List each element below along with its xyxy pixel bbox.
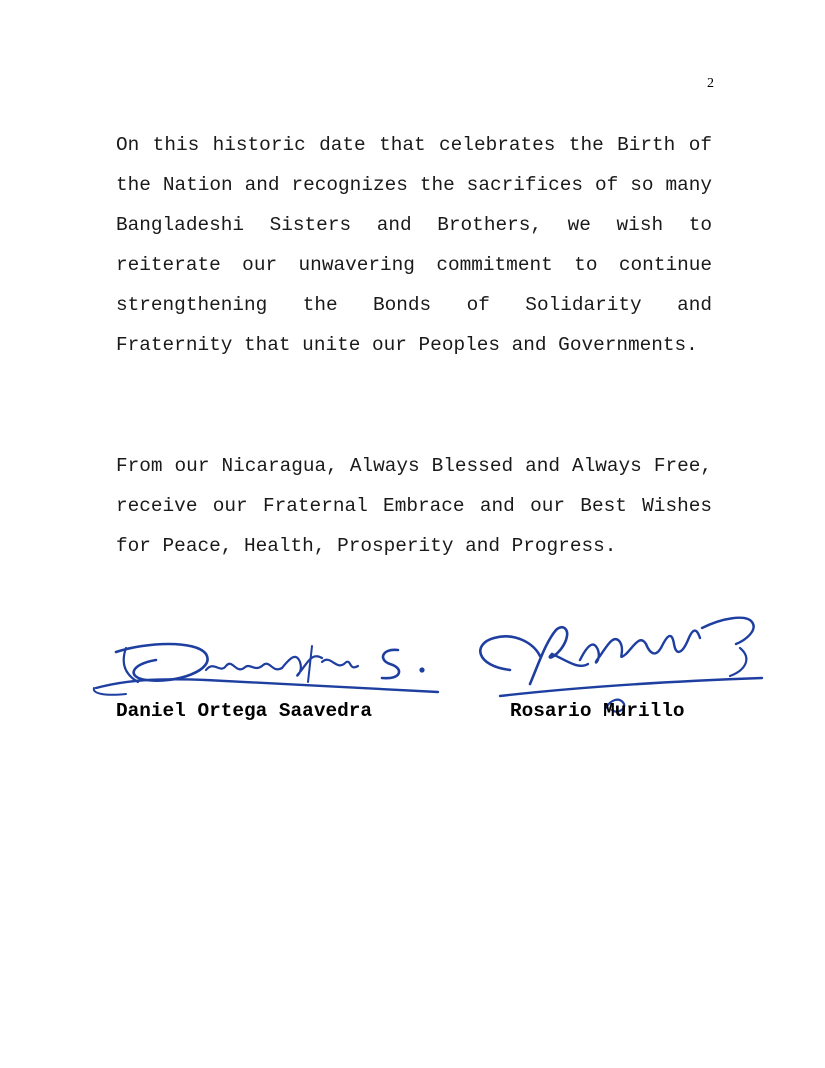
signature-daniel-ortega: [86, 622, 446, 702]
letter-paragraph-1: On this historic date that celebrates the Birth of the Nation and recognizes the sacrifices of so many Bangladeshi Sisters and Brothers, we wish to reiterate our unwavering commitment to continue strengthening the Bonds of Solidarity and Fraternity that unite our Peoples and Governments.: [116, 134, 712, 357]
letter-paragraph-2: From our Nicaragua, Always Blessed and Always Free, receive our Fraternal Embrace and our Best Wishes for Peace, Health, Prosperity and Progress.: [116, 455, 712, 558]
signatory-name-left: Daniel Ortega Saavedra: [116, 700, 372, 722]
page-number: 2: [707, 76, 714, 91]
signatory-name-right: Rosario Murillo: [510, 700, 685, 722]
